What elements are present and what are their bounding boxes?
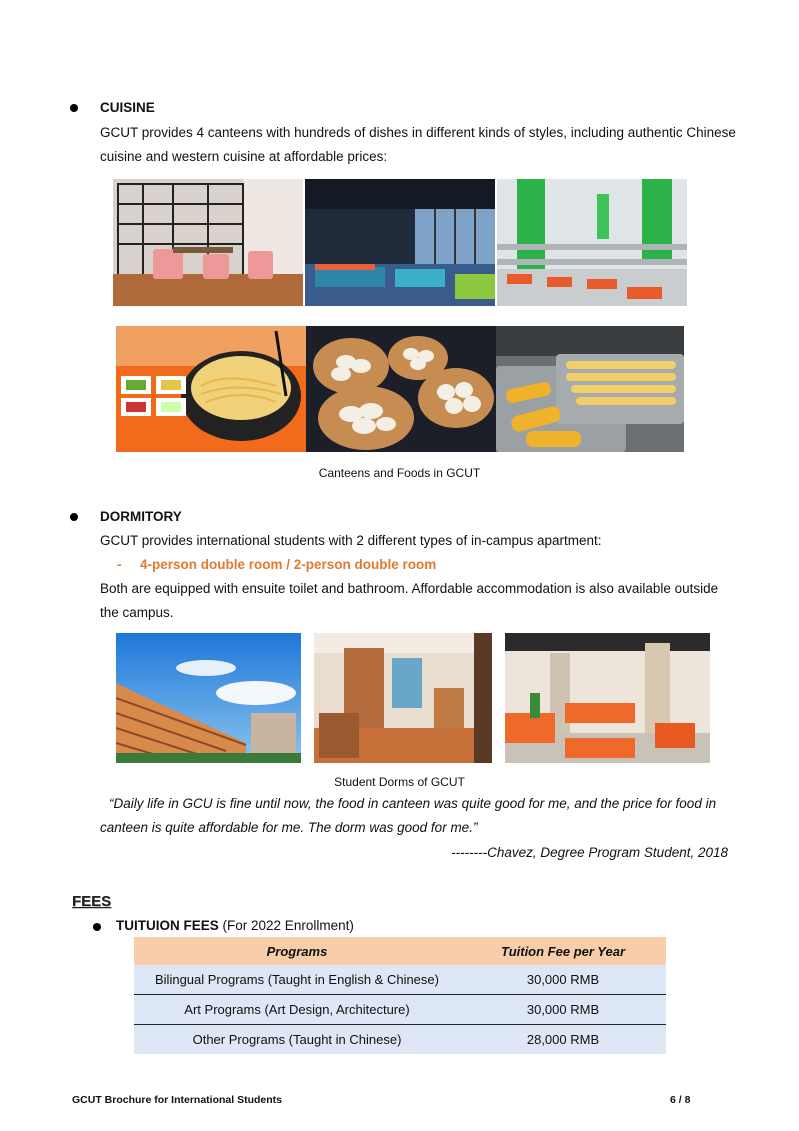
dormitory-caption: Student Dorms of GCUT	[334, 775, 465, 789]
tuition-note: (For 2022 Enrollment)	[222, 918, 354, 933]
table-cell-fee: 28,000 RMB	[460, 1025, 666, 1055]
bullet-icon	[70, 104, 78, 112]
testimonial-line1: “Daily life in GCU is fine until now, the food in canteen was quite good for me, and the price for food in	[109, 796, 717, 811]
cuisine-heading: CUISINE	[100, 100, 155, 115]
canteen-photo-3	[497, 179, 687, 306]
dormitory-intro: GCUT provides international students with 2 different types of in-campus apartment:	[100, 533, 602, 548]
footer-title: GCUT Brochure for International Students	[72, 1094, 283, 1106]
bullet-icon	[93, 923, 101, 931]
cuisine-text-line1: GCUT provides 4 canteens with hundreds of dishes in different kinds of styles, including authentic Chinese	[100, 125, 736, 140]
dormitory-text-line2: the campus.	[100, 605, 174, 620]
food-photo-noodles	[116, 326, 306, 452]
table-header-row	[134, 937, 666, 965]
cuisine-text-line2: cuisine and western cuisine at affordable prices:	[100, 149, 388, 164]
tuition-title: TUITUION FEES	[116, 918, 219, 933]
page-number: 6 / 8	[670, 1094, 691, 1106]
table-row	[134, 995, 666, 1025]
bullet-icon	[70, 513, 78, 521]
fees-section-title: FEES	[72, 893, 112, 910]
cuisine-caption: Canteens and Foods in GCUT	[318, 466, 481, 480]
dormitory-text-line1: Both are equipped with ensuite toilet and bathroom. Affordable accommodation is also available outside	[100, 581, 719, 596]
room-types-dash: -	[117, 557, 122, 572]
table-cell-program: Art Programs (Art Design, Architecture)	[134, 995, 460, 1025]
table-cell-program: Other Programs (Taught in Chinese)	[134, 1025, 460, 1055]
table-header-programs: Programs	[134, 937, 460, 965]
canteen-photo-1	[113, 179, 303, 306]
food-photo-dumplings	[306, 326, 496, 452]
tuition-heading	[116, 918, 354, 933]
testimonial-line2: canteen is quite affordable for me. The dorm was good for me.”	[100, 820, 478, 835]
table-header-fee: Tuition Fee per Year	[460, 937, 666, 965]
table-cell-program: Bilingual Programs (Taught in English & Chinese)	[134, 965, 460, 995]
tuition-table	[134, 937, 666, 1054]
canteen-photo-2	[305, 179, 495, 306]
table-cell-fee: 30,000 RMB	[460, 995, 666, 1025]
table-row	[134, 1025, 666, 1055]
dorm-photo-room	[314, 633, 492, 763]
food-photo-fried	[496, 326, 684, 452]
room-types: 4-person double room / 2-person double room	[140, 557, 437, 572]
testimonial-attribution: --------Chavez, Degree Program Student, 2018	[451, 845, 728, 860]
dorm-photo-building	[116, 633, 301, 763]
table-cell-fee: 30,000 RMB	[460, 965, 666, 995]
dorm-photo-lounge	[505, 633, 710, 763]
dormitory-heading: DORMITORY	[100, 509, 182, 524]
table-row	[134, 965, 666, 995]
